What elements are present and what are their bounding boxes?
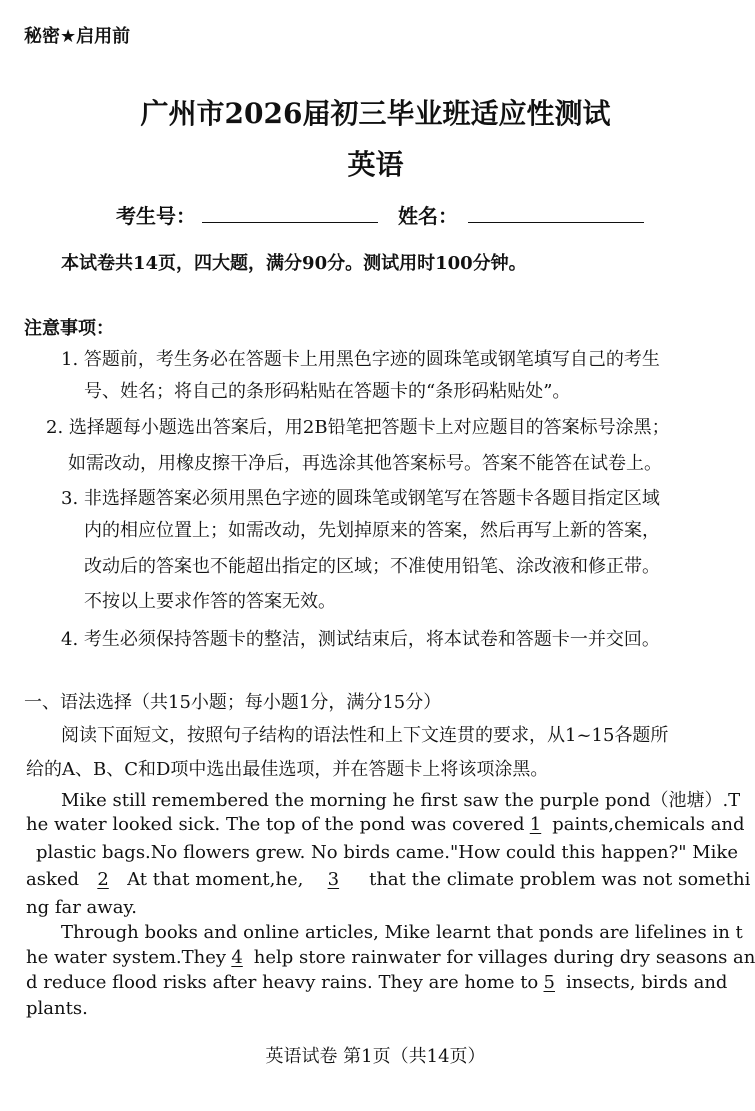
passage-text: that the climate problem was not somethi xyxy=(363,869,751,890)
passage-text: insects, birds and xyxy=(560,972,728,993)
passage-line xyxy=(26,972,728,993)
passage-text: At that moment,he, xyxy=(127,869,304,890)
instruction-3-line3: 改动后的答案也不能超出指定的区域；不准使用铅笔、涂改液和修正带。 xyxy=(84,556,660,577)
passage-line: Through books and online articles, Mike learnt that ponds are lifelines in t xyxy=(61,922,743,943)
blank-2: 2 xyxy=(97,869,109,890)
name-label: 姓名： xyxy=(398,204,458,228)
instruction-2-line1: 2. 选择题每小题选出答案后，用2B铅笔把答题卡上对应题目的答案标号涂黑； xyxy=(46,417,670,438)
blank-1: 1 xyxy=(529,814,542,835)
section-directions-line2: 给的A、B、C和D项中选出最佳选项，并在答题卡上将该项涂黑。 xyxy=(26,759,549,780)
section-heading: 一、语法选择（共15小题；每小题1分，满分15分） xyxy=(24,692,442,713)
blank-4: 4 xyxy=(231,947,243,968)
exam-subject: 英语 xyxy=(347,148,404,181)
blank-5: 5 xyxy=(543,972,555,993)
passage-text: asked xyxy=(26,869,80,890)
instruction-1-line2: 号、姓名；将自己的条形码粘贴在答题卡的“条形码粘贴处”。 xyxy=(84,381,571,402)
instruction-3-line4: 不按以上要求作答的答案无效。 xyxy=(84,591,336,612)
passage-line: plants. xyxy=(26,998,88,1019)
passage-text: paints,chemicals and xyxy=(546,814,745,835)
instruction-2-line2: 如需改动，用橡皮擦干净后，再选涂其他答案标号。答案不能答在试卷上。 xyxy=(68,453,662,474)
exam-notice: 本试卷共14页，四大题，满分90分。测试用时100分钟。 xyxy=(61,253,527,274)
name-field[interactable] xyxy=(468,222,644,223)
instruction-3-line1: 3. 非选择题答案必须用黑色字迹的圆珠笔或钢笔写在答题卡各题目指定区域 xyxy=(61,488,660,509)
blank-3: 3 xyxy=(327,869,340,890)
instruction-3-line2: 内的相应位置上；如需改动，先划掉原来的答案，然后再写上新的答案， xyxy=(84,520,660,541)
exam-no-field[interactable] xyxy=(202,222,378,223)
passage-line: Mike still remembered the morning he first saw the purple pond（池塘）.T xyxy=(61,790,741,811)
section-directions-line1: 阅读下面短文，按照句子结构的语法性和上下文连贯的要求，从1~15各题所 xyxy=(61,725,669,746)
instructions-heading: 注意事项： xyxy=(24,318,114,339)
passage-text: d reduce flood risks after heavy rains. They are home to xyxy=(26,972,539,993)
page-footer: 英语试卷 第1页（共14页） xyxy=(265,1046,486,1067)
passage-line xyxy=(26,869,751,890)
passage-text: he water looked sick. The top of the pond was covered xyxy=(26,814,525,835)
passage-text: he water system.They xyxy=(26,947,227,968)
exam-title: 广州市2026届初三毕业班适应性测试 xyxy=(140,97,611,130)
passage-text: help store rainwater for villages during dry seasons an xyxy=(248,947,755,968)
passage-line xyxy=(26,814,745,835)
passage-line xyxy=(26,947,755,968)
confidential-label: 秘密★启用前 xyxy=(24,26,131,47)
instruction-4-line1: 4. 考生必须保持答题卡的整洁，测试结束后，将本试卷和答题卡一并交回。 xyxy=(61,629,660,650)
instruction-1-line1: 1. 答题前，考生务必在答题卡上用黑色字迹的圆珠笔或钢笔填写自己的考生 xyxy=(61,349,660,370)
passage-line: plastic bags.No flowers grew. No birds came."How could this happen?" Mike xyxy=(36,842,738,863)
exam-no-label: 考生号： xyxy=(116,204,196,228)
passage-line: ng far away. xyxy=(26,897,137,918)
